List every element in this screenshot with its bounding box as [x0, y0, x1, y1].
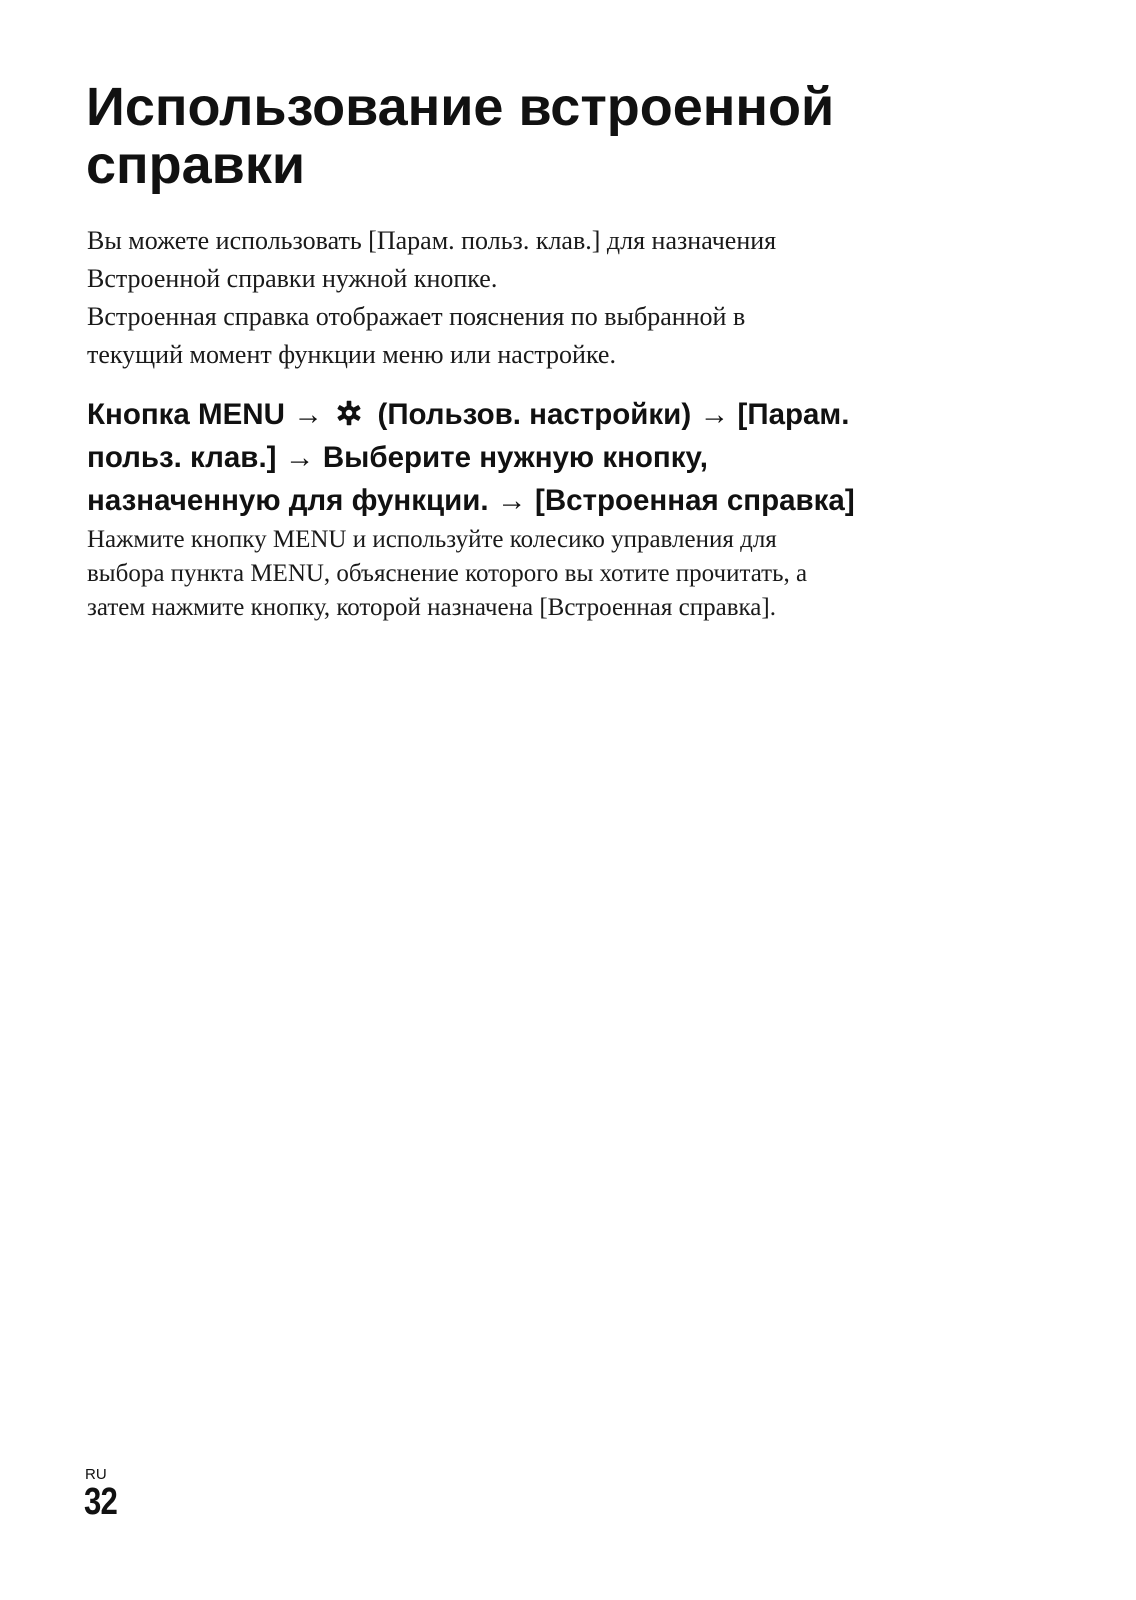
intro-paragraph: [87, 222, 1067, 374]
procedure-step-custom-settings: (Пользов. настройки): [377, 398, 692, 431]
arrow-right-icon: →: [284, 441, 315, 474]
page-title-line-2: справки: [86, 135, 306, 195]
instructions-paragraph: [87, 523, 1067, 625]
instructions-line-3: затем нажмите кнопку, которой назначена [Встроенная справка].: [87, 594, 776, 621]
page-number: 32: [84, 1481, 118, 1523]
intro-line-1: Вы можете использовать [Парам. польз. клав.] для назначения: [87, 226, 777, 255]
page-title-line-1: Использование встроенной: [86, 77, 835, 137]
procedure-step-custom-key-settings-cont: польз. клав.]: [87, 441, 277, 474]
procedure-step-menu-button: Кнопка MENU: [87, 398, 285, 431]
gear-icon: [335, 399, 363, 427]
procedure-line-1: [87, 393, 1087, 436]
instructions-line-1: Нажмите кнопку MENU и используйте колесико управления для: [87, 526, 777, 553]
language-label: RU: [85, 1466, 107, 1483]
instructions-line-2: выбора пункта MENU, объяснение которого вы хотите прочитать, а: [87, 560, 808, 587]
arrow-right-icon: →: [497, 484, 527, 517]
procedure-line-3: [87, 479, 1087, 522]
menu-procedure-heading: [87, 393, 1087, 522]
intro-line-2: Встроенной справки нужной кнопке.: [87, 264, 498, 293]
page-title: [86, 78, 1046, 194]
procedure-step-in-camera-guide: [Встроенная справка]: [535, 484, 855, 517]
intro-line-3: Встроенная справка отображает пояснения по выбранной в: [87, 302, 746, 331]
procedure-step-custom-key-settings: [Парам.: [737, 398, 850, 431]
arrow-right-icon: →: [699, 398, 730, 431]
arrow-right-icon: →: [293, 398, 323, 431]
procedure-step-select-button: Выберите нужную кнопку,: [322, 441, 708, 474]
procedure-line-2: [87, 436, 1087, 479]
intro-line-4: текущий момент функции меню или настройке.: [87, 340, 616, 369]
procedure-step-assigned-function: назначенную для функции.: [87, 484, 489, 517]
